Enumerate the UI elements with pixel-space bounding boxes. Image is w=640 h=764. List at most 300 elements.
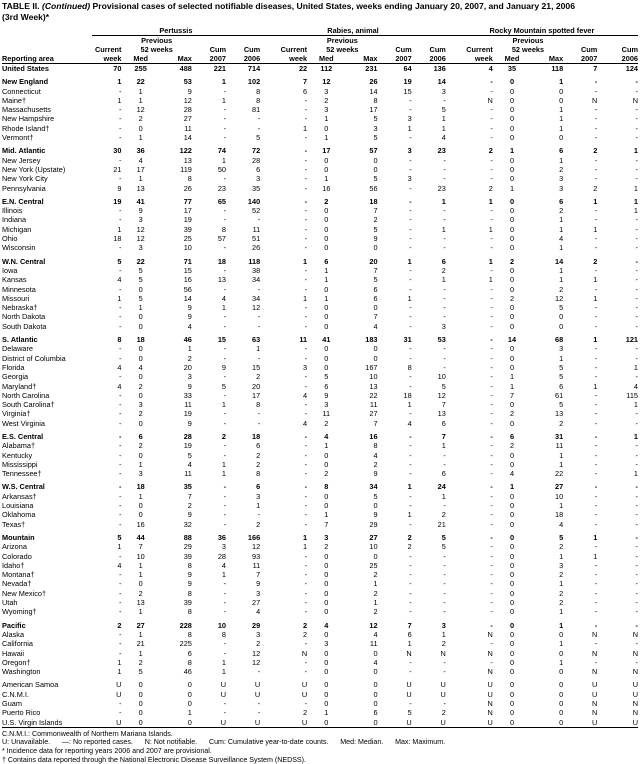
table-row	[2, 718, 638, 728]
region-row	[2, 335, 638, 344]
header-2007: 2007	[563, 54, 597, 64]
value-cell: 64	[403, 64, 412, 73]
value-cell: -	[409, 95, 412, 105]
value-cell: 4	[117, 362, 122, 372]
value-cell: -	[223, 215, 227, 225]
region-row	[2, 257, 638, 266]
value-cell: -	[635, 344, 638, 354]
value-cell: 11	[369, 639, 378, 649]
value-cell: -	[594, 570, 598, 580]
header-spacer	[412, 36, 446, 46]
value-cell: 2	[324, 542, 329, 552]
value-cell: -	[490, 265, 493, 275]
value-cell: -	[409, 312, 412, 322]
value-cell: 38	[252, 265, 261, 275]
value-cell: -	[409, 431, 412, 441]
value-cell: -	[443, 551, 446, 561]
reporting-area-cell: Iowa	[2, 265, 18, 275]
value-cell: 5	[373, 174, 378, 184]
value-cell: -	[119, 243, 122, 253]
value-cell: 1	[138, 570, 143, 580]
table-row	[2, 441, 638, 450]
value-cell: U	[192, 718, 226, 728]
value-cell: 0	[373, 243, 378, 253]
value-cell: 18	[555, 510, 564, 520]
header-cum: Cum	[243, 45, 261, 54]
value-cell: 22	[369, 390, 378, 400]
value-cell: -	[409, 519, 412, 529]
value-cell: 8	[221, 629, 227, 639]
header-spacer	[2, 36, 92, 46]
value-cell: 3	[187, 372, 192, 382]
value-cell: 1	[559, 459, 564, 469]
value-cell: 1	[138, 174, 143, 184]
reporting-area-cell: Rhode Island†	[2, 123, 50, 133]
value-cell: 166	[247, 532, 261, 542]
value-cell: -	[304, 234, 308, 244]
value-cell: 15	[183, 265, 192, 275]
value-cell: -	[304, 206, 308, 216]
value-cell: -	[635, 224, 638, 234]
value-cell: -	[490, 598, 493, 608]
value-cell: -	[490, 469, 493, 479]
value-cell: 4	[138, 155, 143, 165]
reporting-area-cell: California	[2, 639, 34, 649]
value-cell: 0	[324, 579, 329, 589]
value-cell: -	[304, 501, 308, 511]
reporting-area-cell: New Jersey	[2, 155, 41, 165]
value-cell: -	[304, 450, 308, 460]
value-cell: 0	[509, 699, 515, 708]
value-cell: 24	[437, 482, 446, 492]
value-cell: -	[304, 155, 308, 165]
value-cell: 18	[136, 335, 145, 345]
value-cell: 2	[488, 183, 493, 193]
value-cell: 12	[369, 620, 378, 630]
value-cell: 1	[256, 344, 261, 354]
value-cell: 51	[252, 234, 261, 244]
value-cell: 4	[138, 362, 143, 372]
value-cell: 1	[324, 708, 329, 718]
value-cell: -	[119, 105, 122, 115]
value-cell: 13	[555, 409, 564, 419]
value-cell: -	[119, 303, 122, 313]
value-cell: -	[635, 441, 638, 451]
value-cell: 0	[324, 699, 329, 708]
value-cell: 4	[221, 293, 227, 303]
value-cell: 0	[559, 689, 564, 699]
value-cell: 2	[303, 708, 308, 718]
value-cell: 2	[441, 510, 446, 520]
header-2006: 2006	[597, 54, 638, 64]
value-cell: 31	[403, 335, 412, 345]
value-cell: 44	[136, 532, 145, 542]
value-cell: 10	[217, 620, 227, 630]
value-cell: 2	[441, 708, 446, 718]
region-row	[2, 533, 638, 542]
table-row	[2, 708, 638, 717]
value-cell: N	[487, 648, 493, 658]
value-cell: -	[635, 607, 638, 617]
value-cell: 118	[551, 64, 564, 73]
value-cell: 0	[509, 648, 515, 658]
table-row	[2, 639, 638, 648]
value-cell: 0	[138, 321, 143, 331]
value-cell: U	[563, 718, 597, 728]
reporting-area-cell: Nebraska†	[2, 303, 38, 313]
value-cell: -	[119, 372, 122, 382]
value-cell: 0	[324, 501, 329, 511]
value-cell: 13	[217, 275, 227, 285]
value-cell: -	[223, 699, 227, 708]
value-cell: N	[487, 629, 493, 639]
value-cell: -	[594, 105, 598, 115]
value-cell: -	[304, 409, 308, 419]
value-cell: -	[635, 409, 638, 419]
value-cell: 2	[138, 409, 143, 419]
value-cell: 5	[441, 381, 446, 391]
value-cell: 11	[299, 335, 308, 345]
value-cell: 9	[187, 510, 192, 520]
value-cell: -	[223, 491, 227, 501]
value-cell: 0	[509, 155, 515, 165]
value-cell: -	[409, 183, 412, 193]
value-cell: -	[635, 77, 638, 87]
value-cell: -	[490, 362, 493, 372]
value-cell: -	[257, 312, 261, 322]
value-cell: 28	[252, 155, 261, 165]
table-row	[2, 460, 638, 469]
value-cell: 25	[183, 234, 192, 244]
value-cell: 33	[183, 390, 192, 400]
header-cum: Cum	[621, 45, 638, 54]
value-cell: 0	[324, 362, 329, 372]
value-cell: -	[594, 409, 598, 419]
value-cell: 6	[441, 469, 446, 479]
reporting-area-cell: Mid. Atlantic	[2, 146, 46, 156]
value-cell: -	[490, 560, 493, 570]
value-cell: -	[304, 441, 308, 451]
value-cell: 5	[373, 133, 378, 143]
value-cell: N	[592, 667, 598, 677]
value-cell: 4	[633, 381, 638, 391]
reporting-area-cell: Arkansas†	[2, 491, 37, 501]
value-cell: 6	[441, 256, 446, 266]
value-cell: -	[409, 459, 412, 469]
value-cell: -	[490, 459, 493, 469]
value-cell: 1	[221, 459, 227, 469]
table-row	[2, 215, 638, 224]
value-cell: 29	[369, 519, 378, 529]
value-cell: 2	[187, 501, 192, 511]
value-cell: 2	[373, 459, 378, 469]
value-cell: 14	[507, 335, 517, 345]
value-cell: -	[594, 431, 598, 441]
disease-table	[2, 23, 638, 728]
value-cell: -	[223, 105, 227, 115]
region-row	[2, 482, 638, 491]
reporting-area-cell: Ohio	[2, 234, 18, 244]
value-cell: 6	[256, 164, 261, 174]
value-cell: 3	[324, 639, 329, 649]
value-cell: 8	[256, 469, 261, 479]
value-cell: 0	[509, 362, 515, 372]
value-cell: -	[223, 265, 227, 275]
value-cell: 0	[324, 657, 329, 667]
header-current: Current	[280, 45, 308, 54]
value-cell: -	[594, 588, 598, 598]
value-cell: 3	[324, 532, 329, 542]
table-row	[2, 699, 638, 708]
group-rmsf: Rocky Mountain spotted fever	[446, 23, 638, 36]
table-row	[2, 570, 638, 579]
value-cell: -	[119, 265, 122, 275]
region-row	[2, 77, 638, 86]
value-cell: 0	[121, 718, 159, 728]
value-cell: 56	[183, 284, 192, 294]
value-cell: 1	[187, 708, 192, 718]
value-cell: N	[487, 95, 493, 105]
table-row	[2, 680, 638, 689]
value-cell: 14	[183, 293, 192, 303]
value-cell: 1	[559, 501, 564, 511]
value-cell: 0	[324, 491, 329, 501]
value-cell: 6	[559, 146, 564, 156]
value-cell: 4	[303, 390, 308, 400]
reporting-area-cell: Virginia†	[2, 409, 31, 419]
value-cell: 31	[555, 431, 564, 441]
value-cell: 3	[303, 362, 308, 372]
value-cell: 0	[187, 689, 192, 699]
table-row	[2, 354, 638, 363]
value-cell: -	[257, 114, 261, 124]
value-cell: 7	[138, 542, 143, 552]
value-cell: -	[257, 667, 261, 677]
footnotes	[2, 730, 638, 764]
value-cell: 2	[256, 519, 261, 529]
value-cell: 0	[509, 321, 515, 331]
value-cell: 17	[136, 164, 145, 174]
value-cell: 1	[407, 293, 412, 303]
value-cell: 0	[138, 501, 143, 511]
reporting-area-cell: Massachusetts	[2, 105, 51, 115]
value-cell: N	[487, 699, 493, 708]
value-cell: U	[592, 680, 598, 690]
value-cell: 1	[633, 206, 638, 216]
value-cell: 1	[441, 224, 446, 234]
value-cell: -	[635, 560, 638, 570]
value-cell: 13	[369, 381, 378, 391]
value-cell: -	[443, 598, 446, 608]
value-cell: 1	[138, 607, 143, 617]
value-cell: -	[443, 501, 446, 511]
value-cell: -	[223, 510, 227, 520]
value-cell: -	[409, 441, 412, 451]
value-cell: 3	[441, 86, 446, 96]
value-cell: -	[635, 265, 638, 275]
value-cell: 10	[183, 243, 192, 253]
value-cell: -	[443, 95, 446, 105]
value-cell: 1	[441, 491, 446, 501]
value-cell: -	[119, 551, 122, 561]
table-row	[2, 409, 638, 418]
value-cell: -	[594, 491, 598, 501]
reporting-area-cell: W.S. Central	[2, 482, 45, 492]
value-cell: 4	[221, 560, 227, 570]
value-cell: -	[594, 400, 598, 410]
value-cell: -	[119, 431, 122, 441]
value-cell: 6	[509, 431, 515, 441]
value-cell: -	[490, 639, 493, 649]
header-med: Med	[307, 54, 345, 64]
value-cell: 9	[187, 570, 192, 580]
value-cell: 6	[373, 293, 378, 303]
value-cell: 5	[117, 532, 122, 542]
header-spacer	[378, 36, 412, 46]
value-cell: 1	[488, 275, 493, 285]
value-cell: -	[304, 469, 308, 479]
value-cell: -	[594, 620, 598, 630]
value-cell: 1	[373, 579, 378, 589]
value-cell: U	[446, 718, 493, 728]
value-cell: 2	[593, 146, 598, 156]
value-cell: 140	[247, 196, 261, 206]
reporting-area-cell: American Samoa	[2, 680, 59, 690]
value-cell: -	[223, 321, 227, 331]
value-cell: -	[490, 234, 493, 244]
value-cell: 0	[509, 588, 515, 598]
value-cell: 7	[373, 312, 378, 322]
value-cell: -	[594, 579, 598, 589]
value-cell: -	[490, 570, 493, 580]
table-row	[2, 133, 638, 142]
value-cell: 26	[252, 243, 261, 253]
value-cell: -	[635, 123, 638, 133]
value-cell: 0	[324, 459, 329, 469]
value-cell: 27	[183, 114, 192, 124]
header-previous: Previous	[141, 36, 173, 45]
value-cell: -	[223, 243, 227, 253]
value-cell: 3	[138, 400, 143, 410]
value-cell: 1	[633, 400, 638, 410]
value-cell: 11	[184, 469, 192, 479]
value-cell: 0	[138, 123, 143, 133]
value-cell: -	[223, 588, 227, 598]
reporting-area-cell: Indiana	[2, 215, 27, 225]
value-cell: 167	[365, 362, 378, 372]
value-cell: 63	[252, 335, 261, 345]
value-cell: -	[443, 174, 446, 184]
value-cell: -	[635, 598, 638, 608]
reporting-area-cell: Missouri	[2, 293, 30, 303]
reporting-area-cell: District of Columbia	[2, 353, 66, 363]
value-cell: 81	[252, 105, 261, 115]
value-cell: -	[304, 353, 308, 363]
value-cell: -	[490, 164, 493, 174]
value-cell: 9	[221, 362, 227, 372]
value-cell: -	[409, 667, 412, 677]
table-row	[2, 105, 638, 114]
value-cell: 0	[324, 321, 329, 331]
value-cell: 3	[324, 86, 329, 96]
value-cell: 1	[117, 95, 122, 105]
value-cell: -	[223, 409, 227, 419]
value-cell: U	[92, 718, 122, 728]
value-cell: 0	[509, 196, 515, 206]
value-cell: 9	[187, 381, 192, 391]
value-cell: 0	[509, 275, 515, 285]
value-cell: N	[301, 648, 308, 658]
table-row	[2, 667, 638, 676]
value-cell: -	[409, 501, 412, 511]
value-cell: 4	[187, 459, 192, 469]
value-cell: 1	[407, 639, 412, 649]
value-cell: -	[119, 114, 122, 124]
value-cell: -	[443, 303, 446, 313]
value-cell: 0	[324, 450, 329, 460]
value-cell: 39	[183, 551, 192, 561]
table-row	[2, 174, 638, 183]
value-cell: 14	[437, 77, 446, 87]
value-cell: 3	[324, 400, 329, 410]
value-cell: -	[119, 607, 122, 617]
value-cell: 21	[136, 639, 145, 649]
value-cell: -	[409, 206, 412, 216]
title-continued: (Continued)	[41, 1, 91, 11]
value-cell: 1	[559, 620, 564, 630]
value-cell: 1	[221, 95, 227, 105]
value-cell: -	[119, 174, 122, 184]
value-cell: -	[443, 215, 446, 225]
value-cell: -	[635, 450, 638, 460]
value-cell: -	[223, 648, 227, 658]
value-cell: -	[304, 519, 308, 529]
value-cell: 36	[217, 532, 227, 542]
value-cell: 4	[559, 234, 564, 244]
value-cell: 8	[187, 174, 192, 184]
value-cell: 2	[559, 570, 564, 580]
value-cell: 1	[559, 275, 564, 285]
value-cell: 19	[183, 409, 192, 419]
table-row	[2, 690, 638, 699]
value-cell: 2	[324, 95, 329, 105]
value-cell: -	[304, 598, 308, 608]
value-cell: N	[632, 667, 638, 677]
value-cell: 5	[441, 105, 446, 115]
value-cell: 12	[322, 77, 331, 87]
value-cell: -	[304, 312, 308, 322]
value-cell: -	[223, 598, 227, 608]
value-cell: 12	[252, 542, 261, 552]
value-cell: 0	[324, 607, 329, 617]
header-spacer	[2, 45, 92, 54]
value-cell: -	[409, 657, 412, 667]
value-cell: -	[409, 224, 412, 234]
header-2007: 2007	[378, 54, 412, 64]
value-cell: 1	[559, 639, 564, 649]
value-cell: -	[223, 353, 227, 363]
header-week: week	[260, 54, 307, 64]
value-cell: -	[443, 579, 446, 589]
value-cell: 115	[626, 390, 638, 400]
value-cell: 3	[256, 174, 261, 184]
value-cell: 0	[509, 353, 515, 363]
value-cell: 714	[247, 64, 261, 73]
value-cell: 0	[324, 284, 329, 294]
value-cell: 2	[117, 620, 122, 630]
value-cell: 5	[187, 450, 192, 460]
value-cell: -	[119, 708, 122, 718]
